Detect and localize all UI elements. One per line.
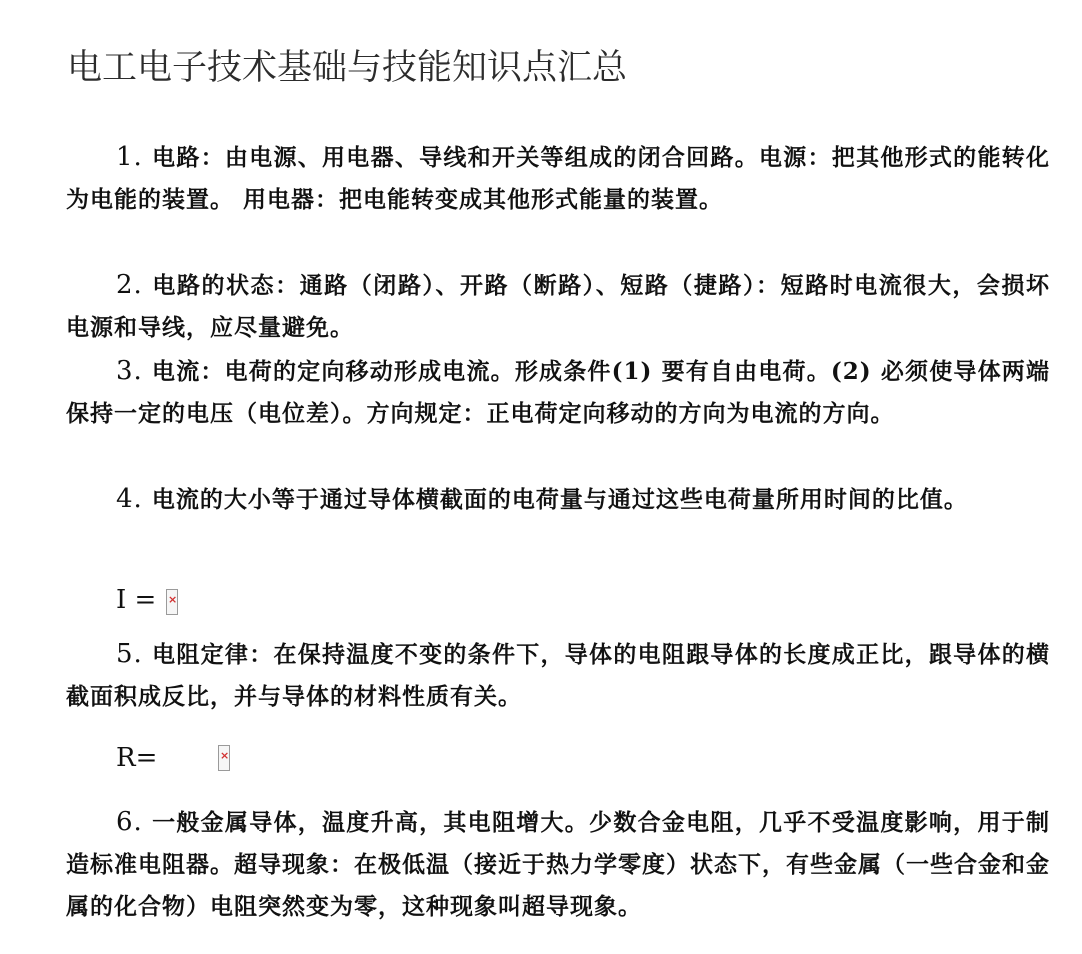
page-title: 电工电子技术基础与技能知识点汇总 (67, 48, 628, 88)
paragraph-3 (66, 350, 1050, 435)
paragraph-text: 电路：由电源、用电器、导线和开关等组成的闭合回路。电源：把其他形式的能转化为电能的装置。 用电器：把电能转变成其他形式能量的装置。 (66, 144, 1051, 213)
paragraph-text: 一般金属导体，温度升高，其电阻增大。少数合金电阻，几乎不受温度影响，用于制造标准电阻器。超导现象：在极低温（接近于热力学零度）状态下，有些金属（一些合金和金属的化合物）电阻突然变为零，这种现象叫超导现象。 (66, 809, 1051, 920)
paragraph-5 (66, 633, 1050, 718)
paragraph-number: 4. (116, 484, 143, 514)
paragraph-text: 电流的大小等于通过导体横截面的电荷量与通过这些电荷量所用时间的比值。 (151, 486, 968, 513)
paragraph-number: 5. (116, 639, 143, 669)
paragraph-6 (66, 801, 1050, 928)
paragraph-number: 6. (116, 807, 143, 837)
broken-image-icon (166, 589, 178, 615)
paragraph-4 (66, 478, 1050, 521)
current-formula: I = (116, 585, 157, 615)
paragraph-number: 2. (116, 270, 143, 300)
paragraph-text: 电阻定律：在保持温度不变的条件下，导体的电阻跟导体的长度成正比，跟导体的横截面积成反比，并与导体的材料性质有关。 (66, 641, 1051, 710)
resistance-formula: R= (116, 743, 158, 773)
paragraph-text: 电路的状态：通路（闭路）、开路（断路）、短路（捷路）：短路时电流很大，会损坏电源和导线，应尽量避免。 (66, 272, 1051, 341)
paragraph-number: 3. (116, 356, 143, 386)
paragraph-2 (66, 264, 1050, 349)
paragraph-text: 电流：电荷的定向移动形成电流。形成条件(1) 要有自由电荷。(2) 必须使导体两端保持一定的电压（电位差）。方向规定：正电荷定向移动的方向为电流的方向。 (66, 358, 1050, 427)
broken-image-icon (218, 745, 230, 771)
paragraph-number: 1. (116, 142, 143, 172)
paragraph-1 (66, 136, 1050, 221)
